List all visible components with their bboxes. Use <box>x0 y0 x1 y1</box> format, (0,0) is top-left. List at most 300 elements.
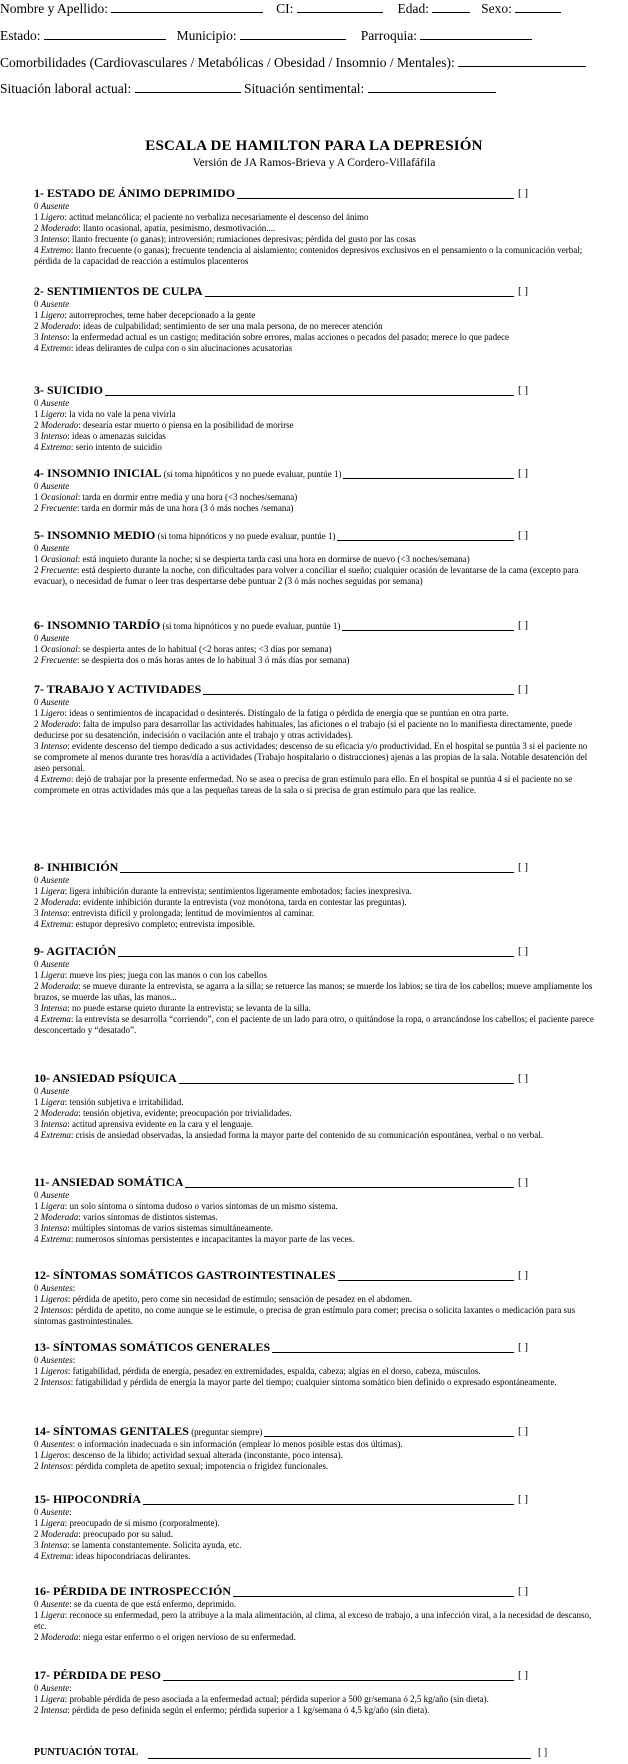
section-rule <box>272 1352 514 1353</box>
option-description: : se despierta antes de lo habitual (<2 horas antes; <3 días por semana) <box>77 644 332 654</box>
option-description: : se mueve durante la entrevista, se agarra a la silla; se retuerce las manos; se muerde los labios; se tira de los cabellos; mueve ampliamente los brazos, se muerde las uñas, las manos... <box>34 981 593 1002</box>
score-option <box>34 1461 594 1472</box>
score-option <box>34 409 594 420</box>
score-option <box>34 908 594 919</box>
option-level: Ligero <box>40 212 65 222</box>
option-number: 2 <box>34 719 41 729</box>
option-level: Intensos <box>40 1305 71 1315</box>
score-option <box>34 1518 594 1529</box>
option-description: : o información inadecuada o sin información (emplear lo menos posible estas dos últimas). <box>72 1439 403 1449</box>
municipality-field[interactable] <box>240 27 346 40</box>
section-rule <box>179 1083 514 1084</box>
score-box[interactable]: [ ] <box>518 619 529 631</box>
option-description: : autorreproches, teme haber decepcionado a la gente <box>64 310 256 320</box>
score-option <box>34 1439 594 1450</box>
age-field[interactable] <box>432 0 470 13</box>
option-number: 4 <box>34 343 41 353</box>
option-description: : no puede estarse quieto durante la entrevista; se levanta de la silla. <box>67 1003 311 1013</box>
section-title: 11- ANSIEDAD SOMÁTICA <box>34 1175 184 1189</box>
section-heading <box>34 383 594 398</box>
option-description: : actitud aprensiva evidente en la cara y el lenguaje. <box>67 1119 254 1129</box>
option-description: : tensión subjetiva e irritabilidad. <box>64 1097 184 1107</box>
page-title: ESCALA DE HAMILTON PARA LA DEPRESIÓN <box>145 138 483 154</box>
option-number: 1 <box>34 1610 41 1620</box>
score-option <box>34 708 594 719</box>
section-title: 15- HIPOCONDRÍA <box>34 1492 141 1506</box>
score-option <box>34 245 594 267</box>
score-option <box>34 1355 594 1366</box>
score-option <box>34 1632 594 1643</box>
section-7 <box>34 682 594 796</box>
name-field[interactable] <box>111 0 263 13</box>
comorbidities-label: Comorbilidades (Cardiovasculares / Metabólicas / Obesidad / Insomnio / Mentales): <box>0 55 455 70</box>
option-number: 2 <box>34 565 41 575</box>
option-description: : niega estar enfermo o el origen nervioso de su enfermedad. <box>78 1632 296 1642</box>
section-heading <box>34 1584 594 1599</box>
section-title: 4- INSOMNIO INICIAL <box>34 466 162 480</box>
option-level: Ligera <box>40 1097 65 1107</box>
score-option <box>34 442 594 453</box>
option-number: 1 <box>34 970 41 980</box>
score-option <box>34 543 594 554</box>
option-description: : ideas de culpabilidad; sentimiento de ser una mala persona, de no merecer atención <box>78 321 383 331</box>
option-description: : la vida no vale la pena vivirla <box>64 409 176 419</box>
option-description: : llanto ocasional, apatía, pesimismo, desmotivación.... <box>78 223 276 233</box>
option-description: : fatigabilidad, pérdida de energía, pesadez en extremidades, espalda, cabeza; algias en el dorso, cabeza, músculos. <box>67 1366 481 1376</box>
option-level: Ausente <box>40 299 70 309</box>
state-field[interactable] <box>44 27 166 40</box>
option-number: 1 <box>34 1366 41 1376</box>
option-level: Ausente <box>40 697 70 707</box>
option-description: : desearía estar muerto o piensa en la posibilidad de morirse <box>78 420 294 430</box>
page-subtitle: Versión de JA Ramos-Brieva y A Cordero-Villafáfila <box>192 157 436 169</box>
score-option <box>34 1201 594 1212</box>
option-level: Ligeros <box>40 1294 68 1304</box>
option-description: : está despierto durante la noche, con dificultades para volver a conciliar el sueño; cualquier ocasión de levantarse de la cama (excepto para evacuar), o necesidad de fumar o leer tras despertarse debe puntuar 2 (3 ó más noches seguidas por semana) <box>34 565 579 586</box>
option-number: 1 <box>34 1694 41 1704</box>
section-8 <box>34 860 594 930</box>
option-number: 3 <box>34 431 41 441</box>
option-level: Ausentes <box>40 1355 73 1365</box>
section-title: 12- SÍNTOMAS SOMÁTICOS GASTROINTESTINALES <box>34 1268 336 1282</box>
section-title: 6- INSOMNIO TARDÍO <box>34 618 161 632</box>
ci-label: CI: <box>276 1 294 16</box>
score-box[interactable]: [ ] <box>518 1669 529 1681</box>
name-label: Nombre y Apellido: <box>0 1 108 16</box>
section-rule <box>203 694 514 695</box>
option-description: : evidente descenso del tiempo dedicado a sus actividades; descenso de su eficacia y/o productividad. En el hospital se puntúa 3 si el paciente no se compromete al menos durante tres horas/día a actividades (Trabajo hospitalario o distracciones) ajenas a las propias de la sala. Notable desatención del aseo personal. <box>34 741 588 773</box>
score-option <box>34 1119 594 1130</box>
option-number: 0 <box>34 1190 41 1200</box>
option-level: Ausente <box>40 201 70 211</box>
patient-row-1 <box>0 0 561 17</box>
section-title: 2- SENTIMIENTOS DE CULPA <box>34 284 203 298</box>
section-heading <box>34 1424 594 1439</box>
option-description: : crisis de ansiedad observadas, la ansiedad forma la mayor parte del contenido de su comunicación espontánea, verbal o no verbal. <box>70 1130 543 1140</box>
option-description: : se da cuenta de que está enfermo, deprimido. <box>69 1599 237 1609</box>
section-14 <box>34 1424 594 1472</box>
score-option <box>34 1283 594 1294</box>
section-rule <box>205 296 514 297</box>
option-level: Ausente <box>40 1599 70 1609</box>
parish-label: Parroquia: <box>360 28 417 43</box>
option-description: : tensión objetiva, evidente; preocupación por trivialidades. <box>78 1108 292 1118</box>
score-box[interactable]: [ ] <box>518 1341 529 1353</box>
option-description: : falta de impulso para desarrollar las actividades habituales, las aficiones o el trabajo (si el paciente no lo manifiesta directamente, puede deducirse por su desatención, indecisión o vacilación ante el trabajo y otras actividades). <box>34 719 573 740</box>
score-option <box>34 398 594 409</box>
section-rule <box>338 1280 514 1281</box>
score-option <box>34 332 594 343</box>
score-option <box>34 1294 594 1305</box>
score-option <box>34 719 594 741</box>
comorbidities-field[interactable] <box>458 54 586 67</box>
option-number: 0 <box>34 959 41 969</box>
option-description: : llanto frecuente (o ganas); frecuente tendencia al aislamiento; contenidos depresivos exclusivos en el pensamiento o la comunicación verbal; pérdida de la capacidad de reacción a estímulos placenteros <box>34 245 583 266</box>
option-level: Ligeros <box>40 1450 68 1460</box>
option-level: Moderada <box>40 897 79 907</box>
option-description: : está inquieto durante la noche; si se despierta tarda casi una hora en dormirse de nuevo (<3 noches/semana) <box>77 554 470 564</box>
option-description: : tarda en dormir más de una hora (3 ó más noches /semana) <box>76 503 294 513</box>
option-level: Moderado <box>40 719 79 729</box>
sex-field[interactable] <box>515 0 561 13</box>
section-1 <box>34 186 594 267</box>
score-box[interactable]: [ ] <box>518 1493 529 1505</box>
option-number: 0 <box>34 697 41 707</box>
section-title: 8- INHIBICIÓN <box>34 860 119 874</box>
age-label: Edad: <box>397 1 430 16</box>
score-box[interactable]: [ ] <box>518 683 529 695</box>
option-description: : reconoce su enfermedad, pero la atribuye a la mala alimentación, al clima, al exceso de trabajo, a una infección viral, a la necesidad de descanso, etc. <box>34 1610 592 1631</box>
section-heading <box>34 1175 594 1190</box>
option-level: Intensa <box>40 908 68 918</box>
section-12 <box>34 1268 594 1327</box>
sentimental-field[interactable] <box>368 80 496 93</box>
option-number: 3 <box>34 1003 41 1013</box>
score-box[interactable]: [ ] <box>518 529 529 541</box>
section-13 <box>34 1340 594 1388</box>
work-field[interactable] <box>135 80 241 93</box>
score-option <box>34 554 594 565</box>
option-level: Extremo <box>40 442 71 452</box>
option-number: 3 <box>34 1119 41 1129</box>
score-box[interactable]: [ ] <box>518 187 529 199</box>
score-option <box>34 481 594 492</box>
option-number: 4 <box>34 1130 41 1140</box>
option-level: Ocasional <box>40 644 78 654</box>
section-2 <box>34 284 594 354</box>
option-number: 4 <box>34 919 41 929</box>
score-box[interactable]: [ ] <box>518 384 529 396</box>
option-number: 2 <box>34 321 41 331</box>
option-level: Intensa <box>40 1540 68 1550</box>
score-option <box>34 1003 594 1014</box>
section-note: (si toma hipnóticos y no puede evaluar, puntúe 1) <box>161 469 342 479</box>
option-description: : <box>69 1507 72 1517</box>
score-option <box>34 1599 594 1610</box>
option-level: Ligera <box>40 1201 65 1211</box>
option-level: Intensos <box>40 1377 71 1387</box>
score-option <box>34 970 594 981</box>
option-number: 2 <box>34 1529 41 1539</box>
option-number: 2 <box>34 1461 41 1471</box>
score-option <box>34 1694 594 1705</box>
option-description: : preocupado por su salud. <box>78 1529 173 1539</box>
section-rule <box>120 872 514 873</box>
score-option <box>34 1529 594 1540</box>
option-number: 1 <box>34 1450 41 1460</box>
score-box[interactable]: [ ] <box>518 1585 529 1597</box>
section-rule <box>233 1596 514 1597</box>
option-level: Intenso <box>40 332 68 342</box>
option-number: 2 <box>34 223 41 233</box>
option-number: 2 <box>34 1377 41 1387</box>
option-number: 4 <box>34 774 41 784</box>
option-description: : mueve los pies; juega con las manos o con los cabellos <box>64 970 267 980</box>
section-note: (si toma hipnóticos y no puede evaluar, puntúe 1) <box>160 621 341 631</box>
option-number: 0 <box>34 1599 41 1609</box>
sentimental-label: Situación sentimental: <box>243 81 365 96</box>
score-option <box>34 321 594 332</box>
section-title: 7- TRABAJO Y ACTIVIDADES <box>34 682 202 696</box>
option-level: Extrema <box>40 1014 71 1024</box>
option-description: : descenso de la libido; actividad sexual alterada (inconstante, poco intensa). <box>67 1450 343 1460</box>
score-option <box>34 774 594 796</box>
section-heading <box>34 860 594 875</box>
section-rule <box>237 198 514 199</box>
section-6 <box>34 618 594 666</box>
section-16 <box>34 1584 594 1643</box>
score-option <box>34 886 594 897</box>
option-number: 1 <box>34 212 41 222</box>
option-level: Extremo <box>40 343 71 353</box>
option-description: : <box>72 1283 76 1293</box>
option-number: 4 <box>34 1551 41 1561</box>
section-heading <box>34 528 594 543</box>
score-option <box>34 212 594 223</box>
option-number: 0 <box>34 1683 41 1693</box>
section-title: 17- PÉRDIDA DE PESO <box>34 1668 162 1682</box>
score-box[interactable]: [ ] <box>518 1176 529 1188</box>
option-description: : pérdida completa de apetito sexual; impotencia o frigidez funcionales. <box>70 1461 329 1471</box>
section-heading <box>34 944 594 959</box>
section-5 <box>34 528 594 587</box>
section-heading <box>34 1071 594 1086</box>
score-box[interactable]: [ ] <box>518 945 529 957</box>
option-number: 3 <box>34 234 41 244</box>
section-heading <box>34 186 594 201</box>
option-description: : fatigabilidad y pérdida de energía la mayor parte del tiempo; cualquier síntoma somático bien definido o expresado espontáneamente. <box>70 1377 557 1387</box>
option-description: : serio intento de suicidio <box>70 442 162 452</box>
section-heading <box>34 1268 594 1283</box>
option-number: 1 <box>34 310 41 320</box>
option-description: : estupor depresivo completo; entrevista imposible. <box>70 919 255 929</box>
section-10 <box>34 1071 594 1141</box>
section-heading <box>34 284 594 299</box>
score-option <box>34 1086 594 1097</box>
option-level: Ausente <box>40 875 70 885</box>
option-number: 4 <box>34 1234 41 1244</box>
option-description: : la enfermedad actual es un castigo; meditación sobre errores, malas acciones o pecados del pasado; merece lo que padece <box>67 332 510 342</box>
score-option <box>34 299 594 310</box>
option-level: Intensos <box>40 1461 71 1471</box>
option-number: 1 <box>34 1201 41 1211</box>
total-score-box[interactable]: [ ] <box>538 1747 548 1758</box>
score-box[interactable]: [ ] <box>518 1269 529 1281</box>
option-level: Ligero <box>40 310 65 320</box>
option-description: : se lamenta constantemente. Solicita ayuda, etc. <box>67 1540 242 1550</box>
patient-row-3 <box>0 54 586 71</box>
option-level: Ausente <box>40 481 70 491</box>
ci-field[interactable] <box>297 0 383 13</box>
option-level: Moderada <box>40 1529 79 1539</box>
option-number: 1 <box>34 554 41 564</box>
option-level: Ausente <box>40 543 70 553</box>
option-number: 1 <box>34 708 41 718</box>
section-rule <box>343 478 514 479</box>
option-level: Intenso <box>40 741 68 751</box>
score-option <box>34 1540 594 1551</box>
option-number: 0 <box>34 543 41 553</box>
option-number: 0 <box>34 1355 41 1365</box>
section-rule <box>163 1680 514 1681</box>
patient-row-4 <box>0 80 496 97</box>
score-option <box>34 1377 594 1388</box>
option-description: : se despierta dos o más horas antes de lo habitual 3 ó más días por semana) <box>76 655 350 665</box>
option-number: 1 <box>34 409 41 419</box>
score-option <box>34 919 594 930</box>
score-box[interactable]: [ ] <box>518 1072 529 1084</box>
option-level: Moderado <box>40 321 79 331</box>
option-description: : la entrevista se desarrolla “corriendo”, con el paciente de un lado para otro, o quitándose la ropa, o arrancándose los cabellos; el paciente parece desconcertado y “desatado”. <box>34 1014 594 1035</box>
score-box[interactable]: [ ] <box>518 467 529 479</box>
option-number: 2 <box>34 1212 41 1222</box>
option-description: : evidente inhibición durante la entrevista (voz monótona, tarda en contestar las preguntas). <box>78 897 407 907</box>
option-level: Frecuente <box>40 655 77 665</box>
score-option <box>34 234 594 245</box>
option-number: 1 <box>34 886 41 896</box>
parish-field[interactable] <box>420 27 532 40</box>
option-level: Extrema <box>40 1551 71 1561</box>
section-rule <box>337 540 514 541</box>
option-number: 4 <box>34 245 41 255</box>
option-number: 2 <box>34 655 41 665</box>
score-option <box>34 897 594 908</box>
option-number: 0 <box>34 299 41 309</box>
option-number: 0 <box>34 1283 41 1293</box>
option-description: : ideas delirantes de culpa con o sin alucinaciones acusatorias <box>70 343 293 353</box>
option-level: Ligero <box>40 409 65 419</box>
option-description: : probable pérdida de peso asociada a la enfermedad actual; pérdida superior a 500 gr/semana ó 2,5 kg/año (sin dieta). <box>64 1694 489 1704</box>
section-17 <box>34 1668 594 1716</box>
option-description: : pérdida de apetito, no come aunque se le estimule, o precisa de gran estímulo para comer; precisa o solicita laxantes o medicación para sus síntomas gastrointestinales. <box>34 1305 576 1326</box>
score-option <box>34 1507 594 1518</box>
option-level: Ocasional <box>40 554 78 564</box>
option-description: : numerosos síntomas persistentes e incapacitantes la mayor parte de las veces. <box>70 1234 355 1244</box>
option-number: 4 <box>34 442 41 452</box>
section-title: 1- ESTADO DE ÁNIMO DEPRIMIDO <box>34 186 236 200</box>
score-option <box>34 875 594 886</box>
option-description: : pérdida de apetito, pero come sin necesidad de estímulo; sensación de pesadez en el abdomen. <box>67 1294 413 1304</box>
option-level: Intenso <box>40 431 68 441</box>
score-option <box>34 1305 594 1327</box>
option-level: Ligera <box>40 970 65 980</box>
state-label: Estado: <box>0 28 41 43</box>
score-option <box>34 959 594 970</box>
option-level: Frecuente <box>40 565 77 575</box>
option-description: : <box>69 1683 72 1693</box>
option-level: Ausente <box>40 1086 70 1096</box>
option-number: 0 <box>34 201 41 211</box>
option-number: 1 <box>34 492 41 502</box>
score-box[interactable]: [ ] <box>518 861 529 873</box>
total-score-label: PUNTUACIÓN TOTAL <box>34 1747 139 1758</box>
option-number: 0 <box>34 398 41 408</box>
score-option <box>34 655 594 666</box>
score-option <box>34 1223 594 1234</box>
score-option <box>34 1014 594 1036</box>
option-number: 1 <box>34 644 41 654</box>
option-number: 2 <box>34 1705 41 1715</box>
score-option <box>34 343 594 354</box>
score-option <box>34 1551 594 1562</box>
sex-label: Sexo: <box>481 1 512 16</box>
option-number: 0 <box>34 1086 41 1096</box>
option-level: Ligera <box>40 1694 65 1704</box>
option-level: Frecuente <box>40 503 77 513</box>
section-rule <box>342 630 514 631</box>
option-level: Ausentes <box>40 1283 73 1293</box>
score-option <box>34 565 594 587</box>
option-level: Ocasional <box>40 492 78 502</box>
option-level: Intensa <box>40 1705 68 1715</box>
option-number: 4 <box>34 1014 41 1024</box>
score-option <box>34 1450 594 1461</box>
score-option <box>34 310 594 321</box>
score-option <box>34 1705 594 1716</box>
option-level: Ligeros <box>40 1366 68 1376</box>
option-number: 0 <box>34 481 41 491</box>
score-option <box>34 741 594 774</box>
score-option <box>34 644 594 655</box>
section-heading <box>34 682 594 697</box>
score-option <box>34 492 594 503</box>
score-box[interactable]: [ ] <box>518 285 529 297</box>
total-score-row <box>34 1747 594 1758</box>
option-number: 0 <box>34 633 41 643</box>
option-level: Intensa <box>40 1003 68 1013</box>
option-description: : tarda en dormir entre media y una hora (<3 noches/semana) <box>77 492 298 502</box>
option-level: Ausente <box>40 633 70 643</box>
section-15 <box>34 1492 594 1562</box>
score-option <box>34 981 594 1003</box>
option-number: 2 <box>34 981 41 991</box>
option-level: Moderado <box>40 223 79 233</box>
option-level: Ausente <box>40 959 70 969</box>
score-box[interactable]: [ ] <box>518 1425 529 1437</box>
total-score-line <box>148 1758 531 1759</box>
option-level: Moderada <box>40 1108 79 1118</box>
score-option <box>34 1108 594 1119</box>
score-option <box>34 1610 594 1632</box>
section-title: 10- ANSIEDAD PSÍQUICA <box>34 1071 177 1085</box>
option-level: Ausentes <box>40 1439 73 1449</box>
option-number: 2 <box>34 897 41 907</box>
option-description: : ideas hipocondríacas delirantes. <box>70 1551 191 1561</box>
option-level: Ausente <box>40 398 70 408</box>
section-4 <box>34 466 594 514</box>
option-description: : pérdida de peso definida según el enfermo; pérdida superior a 1 kg/semana ó 4,5 kg/año (sin dieta). <box>67 1705 430 1715</box>
score-option <box>34 1212 594 1223</box>
